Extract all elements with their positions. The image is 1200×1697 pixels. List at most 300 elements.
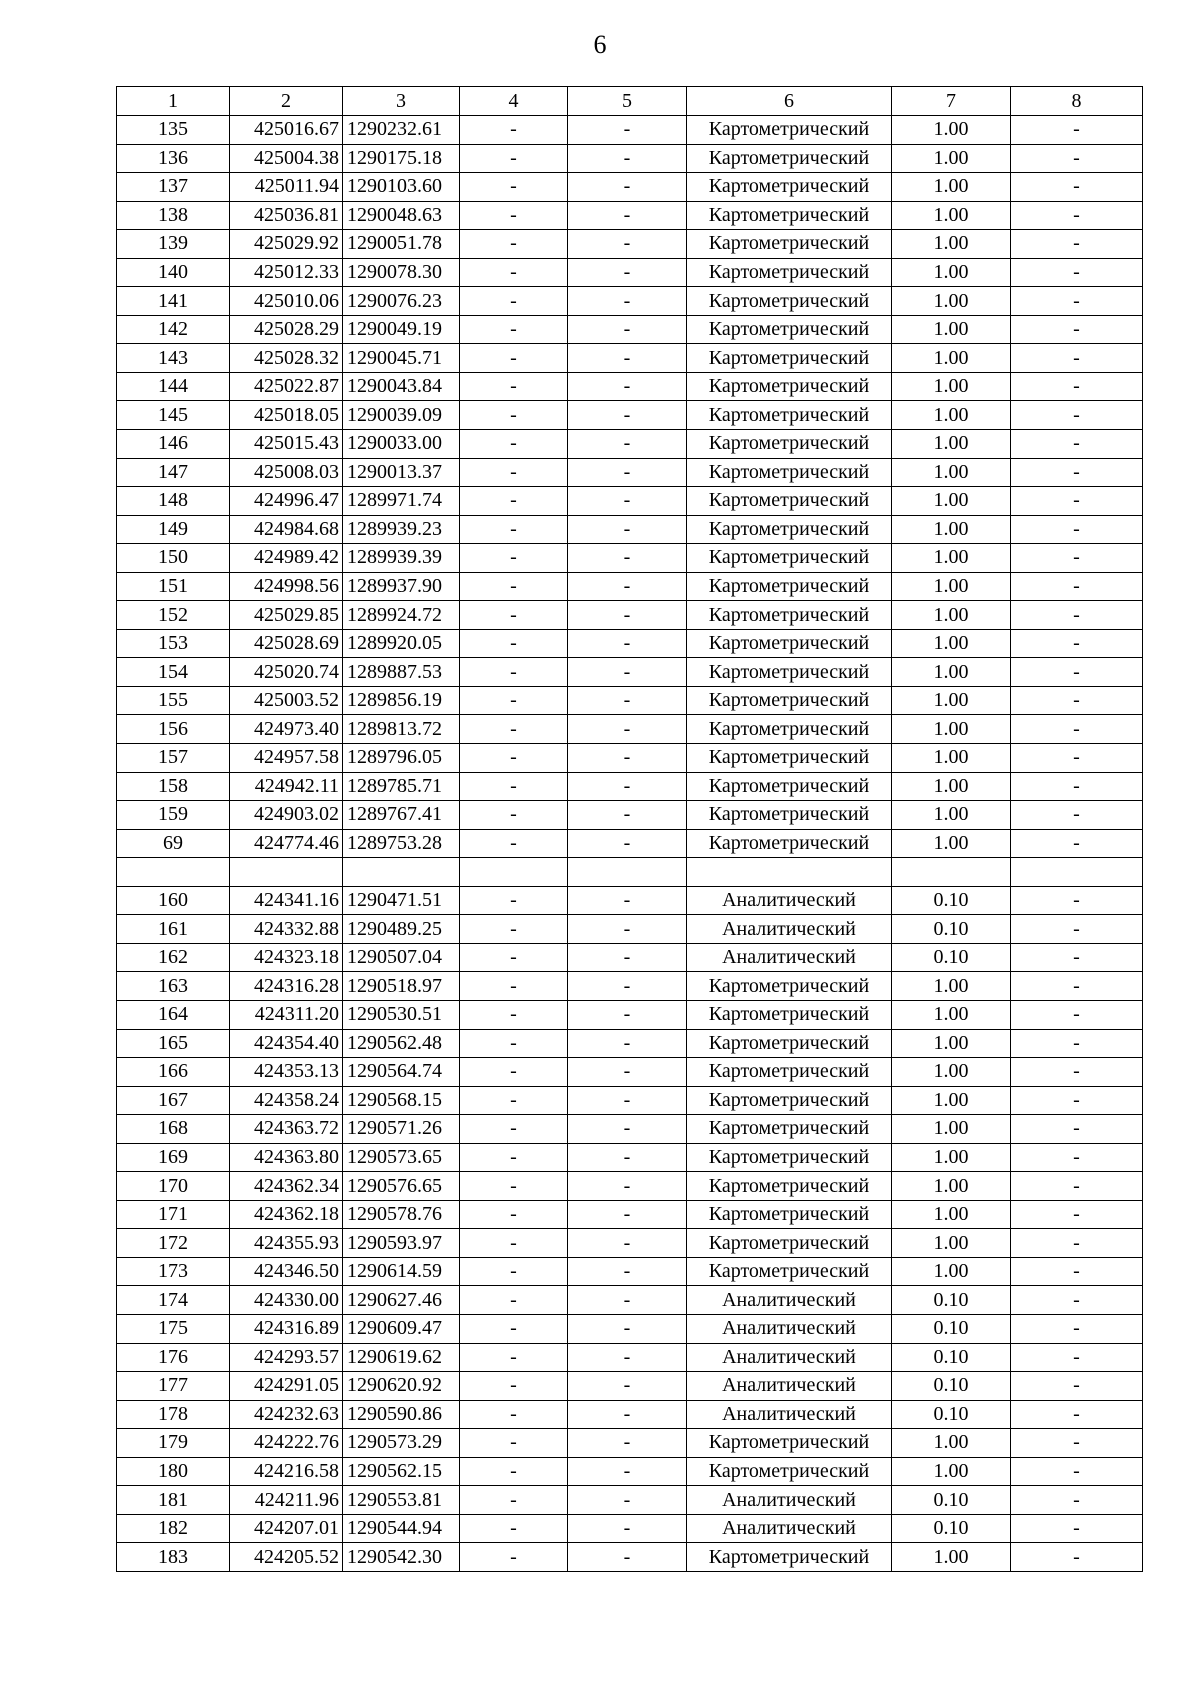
table-cell: 1.00 [892,1058,1011,1087]
table-cell: - [460,258,568,287]
table-cell: 424211.96 [230,1486,343,1515]
table-cell: - [568,201,687,230]
table-cell: Картометрический [687,258,892,287]
table-cell: - [460,401,568,430]
table-cell: 1289767.41 [343,801,460,830]
table-cell: - [1011,230,1143,259]
table-cell: 1.00 [892,344,1011,373]
table-cell: Аналитический [687,1286,892,1315]
table-cell: - [460,372,568,401]
table-cell: - [1011,1286,1143,1315]
table-cell: 424232.63 [230,1400,343,1429]
table-row [117,1372,1143,1401]
table-cell: - [1011,1000,1143,1029]
table-cell: - [568,315,687,344]
table-cell: 424311.20 [230,1000,343,1029]
table-cell: 424774.46 [230,829,343,858]
table-cell: 424363.72 [230,1115,343,1144]
table-cell: 167 [117,1086,230,1115]
table-cell: Картометрический [687,1058,892,1087]
table-row [117,629,1143,658]
table-cell: 425012.33 [230,258,343,287]
table-cell: - [568,544,687,573]
table-cell: 1.00 [892,315,1011,344]
table-cell: 163 [117,972,230,1001]
table-cell: 1290232.61 [343,116,460,145]
table-cell: 1290562.15 [343,1457,460,1486]
table-cell: - [460,201,568,230]
table-cell: Картометрический [687,972,892,1001]
table-cell: 425036.81 [230,201,343,230]
table-cell: Картометрический [687,315,892,344]
table-cell: Картометрический [687,629,892,658]
table-cell: - [460,658,568,687]
table-cell: 424354.40 [230,1029,343,1058]
table-cell: 1.00 [892,1257,1011,1286]
table-cell: Картометрический [687,715,892,744]
table-cell: 425028.69 [230,629,343,658]
table-cell: - [460,287,568,316]
table-cell: 425018.05 [230,401,343,430]
table-cell: - [568,287,687,316]
table-cell: Аналитический [687,943,892,972]
table-cell: Аналитический [687,1372,892,1401]
table-cell: 1290076.23 [343,287,460,316]
table-cell: - [568,458,687,487]
table-cell: - [1011,1314,1143,1343]
table-cell: 1.00 [892,1229,1011,1258]
table-cell: 160 [117,886,230,915]
table-cell: 1290518.97 [343,972,460,1001]
table-cell: Аналитический [687,1486,892,1515]
table-cell: Картометрический [687,201,892,230]
table-cell [460,858,568,887]
table-cell [343,858,460,887]
table-row [117,1229,1143,1258]
table-cell: - [568,972,687,1001]
table-cell: - [460,686,568,715]
table-cell: - [1011,1257,1143,1286]
table-cell: Картометрический [687,744,892,773]
table-cell: Картометрический [687,230,892,259]
table-cell: 1290013.37 [343,458,460,487]
table-cell: Картометрический [687,801,892,830]
table-cell: - [568,1400,687,1429]
table-cell: 1290507.04 [343,943,460,972]
table-cell: 69 [117,829,230,858]
table-cell: 155 [117,686,230,715]
table-cell: Картометрический [687,487,892,516]
table-cell: 145 [117,401,230,430]
table-cell [568,858,687,887]
table-cell: - [1011,287,1143,316]
table-cell: - [1011,1486,1143,1515]
table-cell: 1.00 [892,116,1011,145]
table-cell: 425029.92 [230,230,343,259]
table-cell: 425011.94 [230,173,343,202]
table-cell: - [568,829,687,858]
table-cell: 1290489.25 [343,915,460,944]
table-cell: 424942.11 [230,772,343,801]
table-cell: - [568,1229,687,1258]
table-cell: - [460,1314,568,1343]
table-cell: Аналитический [687,1343,892,1372]
table-cell: 1.00 [892,230,1011,259]
table-cell: 177 [117,1372,230,1401]
table-cell: - [460,173,568,202]
table-cell: 159 [117,801,230,830]
table-cell: - [1011,829,1143,858]
table-cell: - [1011,1457,1143,1486]
table-cell: - [1011,544,1143,573]
table-cell: Картометрический [687,1143,892,1172]
table-cell: - [460,744,568,773]
table-cell: - [568,943,687,972]
table-cell: - [568,1457,687,1486]
table-cell: 1.00 [892,401,1011,430]
table-row [117,116,1143,145]
table-body [117,116,1143,1572]
table-cell: Картометрический [687,544,892,573]
table-cell: Картометрический [687,430,892,459]
table-cell: - [1011,1200,1143,1229]
table-cell: 1290593.97 [343,1229,460,1258]
table-cell: 1.00 [892,1029,1011,1058]
table-cell: 1.00 [892,801,1011,830]
table-row [117,772,1143,801]
table-cell: - [568,258,687,287]
table-cell: Картометрический [687,401,892,430]
table-cell: - [568,1314,687,1343]
table-cell: Картометрический [687,1029,892,1058]
table-cell [1011,858,1143,887]
table-cell: Картометрический [687,287,892,316]
table-cell: - [568,658,687,687]
table-row [117,1115,1143,1144]
table-cell: - [460,915,568,944]
table-cell: 424989.42 [230,544,343,573]
table-cell: - [1011,1429,1143,1458]
table-cell: 158 [117,772,230,801]
table-cell: 1290175.18 [343,144,460,173]
table-cell: - [460,1372,568,1401]
table-cell: 1.00 [892,258,1011,287]
table-cell: - [460,430,568,459]
table-cell: 1290048.63 [343,201,460,230]
table-cell: 1290051.78 [343,230,460,259]
table-cell: Картометрический [687,144,892,173]
table-cell: - [568,629,687,658]
table-cell: 1.00 [892,1200,1011,1229]
table-cell: 1290542.30 [343,1543,460,1572]
table-cell: - [460,715,568,744]
table-cell: Картометрический [687,1200,892,1229]
table-cell: - [1011,801,1143,830]
table-cell: Картометрический [687,686,892,715]
table-cell: - [1011,344,1143,373]
table-cell: - [460,116,568,145]
table-row [117,1514,1143,1543]
table-cell: 1289971.74 [343,487,460,516]
table-cell: - [1011,886,1143,915]
table-cell: - [568,915,687,944]
table-cell: Аналитический [687,1314,892,1343]
table-cell: 425028.29 [230,315,343,344]
table-cell: - [1011,201,1143,230]
table-cell: 1.00 [892,1086,1011,1115]
table-cell: - [460,1086,568,1115]
table-cell: 0.10 [892,943,1011,972]
table-row [117,1086,1143,1115]
table-cell: 0.10 [892,1372,1011,1401]
table-cell: 424346.50 [230,1257,343,1286]
table-cell: - [568,1115,687,1144]
table-cell: - [460,829,568,858]
table-cell: 0.10 [892,886,1011,915]
table-row [117,201,1143,230]
table-row [117,1200,1143,1229]
table-cell: 172 [117,1229,230,1258]
table-row [117,915,1143,944]
column-header: 1 [117,87,230,116]
table-cell: 424330.00 [230,1286,343,1315]
table-cell: - [460,1029,568,1058]
table-cell: 139 [117,230,230,259]
table-cell: 424323.18 [230,943,343,972]
table-cell: 1289887.53 [343,658,460,687]
table-cell: - [568,344,687,373]
table-cell: - [1011,458,1143,487]
table-cell: 1.00 [892,772,1011,801]
table-cell: - [1011,744,1143,773]
table-cell: Картометрический [687,458,892,487]
table-row [117,601,1143,630]
table-row [117,801,1143,830]
table-cell: 424363.80 [230,1143,343,1172]
table-cell: - [1011,173,1143,202]
table-cell: - [1011,1543,1143,1572]
table-cell: 1.00 [892,744,1011,773]
table-cell: - [568,601,687,630]
table-cell: 162 [117,943,230,972]
table-cell: 1290564.74 [343,1058,460,1087]
table-cell: 425022.87 [230,372,343,401]
table-cell: 424903.02 [230,801,343,830]
table-cell: 1.00 [892,1115,1011,1144]
table-cell: 142 [117,315,230,344]
table-cell: - [1011,1143,1143,1172]
table-cell: 424316.28 [230,972,343,1001]
table-cell: - [1011,943,1143,972]
table-cell: 152 [117,601,230,630]
table-row [117,1400,1143,1429]
table-cell: 424222.76 [230,1429,343,1458]
table-cell: - [1011,658,1143,687]
table-cell: - [568,1514,687,1543]
table-cell: - [568,886,687,915]
table-cell: 1290103.60 [343,173,460,202]
table-cell: 424205.52 [230,1543,343,1572]
table-cell: 1290043.84 [343,372,460,401]
table-cell: - [568,1029,687,1058]
table-cell: 0.10 [892,1286,1011,1315]
table-row [117,1257,1143,1286]
table-cell: 424316.89 [230,1314,343,1343]
table-cell: 425010.06 [230,287,343,316]
table-cell: 165 [117,1029,230,1058]
table-cell: - [1011,401,1143,430]
table-cell: - [460,315,568,344]
table-cell: 425008.03 [230,458,343,487]
table-cell: - [568,515,687,544]
table-row [117,658,1143,687]
table-cell: 1289813.72 [343,715,460,744]
table-cell: - [568,430,687,459]
table-cell: 1289939.39 [343,544,460,573]
table-cell: 151 [117,572,230,601]
table-cell: Картометрический [687,173,892,202]
table-row [117,1172,1143,1201]
table-cell: - [568,173,687,202]
table-cell: 170 [117,1172,230,1201]
table-cell: 1290620.92 [343,1372,460,1401]
table-row [117,258,1143,287]
table-cell [687,858,892,887]
table-cell: 1.00 [892,144,1011,173]
table-cell: 147 [117,458,230,487]
table-cell [117,858,230,887]
table-row [117,430,1143,459]
table-row [117,315,1143,344]
table-cell: 1290573.65 [343,1143,460,1172]
table-row [117,287,1143,316]
table-cell: 1.00 [892,972,1011,1001]
table-cell: 1290568.15 [343,1086,460,1115]
table-cell [230,858,343,887]
table-cell: - [1011,601,1143,630]
table-cell: 1290576.65 [343,1172,460,1201]
table-cell: Картометрический [687,116,892,145]
table-cell: 140 [117,258,230,287]
table-cell: Картометрический [687,1257,892,1286]
table-cell: 1.00 [892,201,1011,230]
table-cell: 424358.24 [230,1086,343,1115]
column-header: 2 [230,87,343,116]
table-cell: - [1011,1058,1143,1087]
table-cell: Картометрический [687,1429,892,1458]
column-header: 7 [892,87,1011,116]
table-cell: - [460,1143,568,1172]
table-cell: - [568,1086,687,1115]
table-cell: 138 [117,201,230,230]
table-cell: 156 [117,715,230,744]
table-cell: 181 [117,1486,230,1515]
table-cell: 1290049.19 [343,315,460,344]
table-cell: 1.00 [892,686,1011,715]
table-cell: 1.00 [892,1543,1011,1572]
table-cell: - [568,744,687,773]
table-cell: - [568,686,687,715]
table-cell: - [460,1200,568,1229]
table-cell: 1290571.26 [343,1115,460,1144]
table-cell: 150 [117,544,230,573]
table-cell: 183 [117,1543,230,1572]
table-cell: - [460,1400,568,1429]
table-cell: Картометрический [687,372,892,401]
table-cell: Картометрический [687,344,892,373]
table-row [117,1314,1143,1343]
table-cell: 141 [117,287,230,316]
table-cell: 1.00 [892,487,1011,516]
table-cell: 424984.68 [230,515,343,544]
table-cell: 0.10 [892,1514,1011,1543]
table-cell: - [568,1257,687,1286]
table-cell: - [1011,487,1143,516]
table-cell: 171 [117,1200,230,1229]
table-cell: - [568,230,687,259]
table-cell: 425028.32 [230,344,343,373]
table-row [117,715,1143,744]
table-cell: 0.10 [892,1400,1011,1429]
table-row [117,1143,1143,1172]
table-cell: - [568,401,687,430]
table-cell: - [1011,258,1143,287]
table-cell: 1289796.05 [343,744,460,773]
table-cell: - [1011,372,1143,401]
table-cell: 153 [117,629,230,658]
table-row [117,401,1143,430]
table-cell: 424362.18 [230,1200,343,1229]
table-cell: - [460,1257,568,1286]
table-cell: - [1011,972,1143,1001]
table-cell: Картометрический [687,1172,892,1201]
page-number: 6 [593,30,607,59]
table-cell: 1.00 [892,1457,1011,1486]
table-cell: 1.00 [892,430,1011,459]
coordinates-table [116,86,1143,1572]
table-cell: 0.10 [892,1343,1011,1372]
table-cell: - [568,772,687,801]
table-cell: Картометрический [687,658,892,687]
table-row [117,1343,1143,1372]
table-cell: - [1011,1229,1143,1258]
table-row [117,173,1143,202]
table-cell: 1.00 [892,1000,1011,1029]
table-cell: 1.00 [892,715,1011,744]
table-row [117,372,1143,401]
table-cell: - [1011,1115,1143,1144]
table-cell: 182 [117,1514,230,1543]
table-cell: - [460,515,568,544]
table-cell: - [568,1286,687,1315]
table-cell: Картометрический [687,829,892,858]
table-cell: - [460,487,568,516]
table-cell: 1290627.46 [343,1286,460,1315]
table-row [117,1286,1143,1315]
table-cell: 1.00 [892,658,1011,687]
table-cell: 175 [117,1314,230,1343]
column-header: 8 [1011,87,1143,116]
table-cell: - [568,715,687,744]
table-cell: Картометрический [687,1457,892,1486]
table-cell: 424957.58 [230,744,343,773]
table-cell: - [460,1286,568,1315]
table-cell: - [568,1343,687,1372]
table-cell: - [1011,1343,1143,1372]
table-cell: 1290544.94 [343,1514,460,1543]
table-row [117,686,1143,715]
table-cell: 1289937.90 [343,572,460,601]
